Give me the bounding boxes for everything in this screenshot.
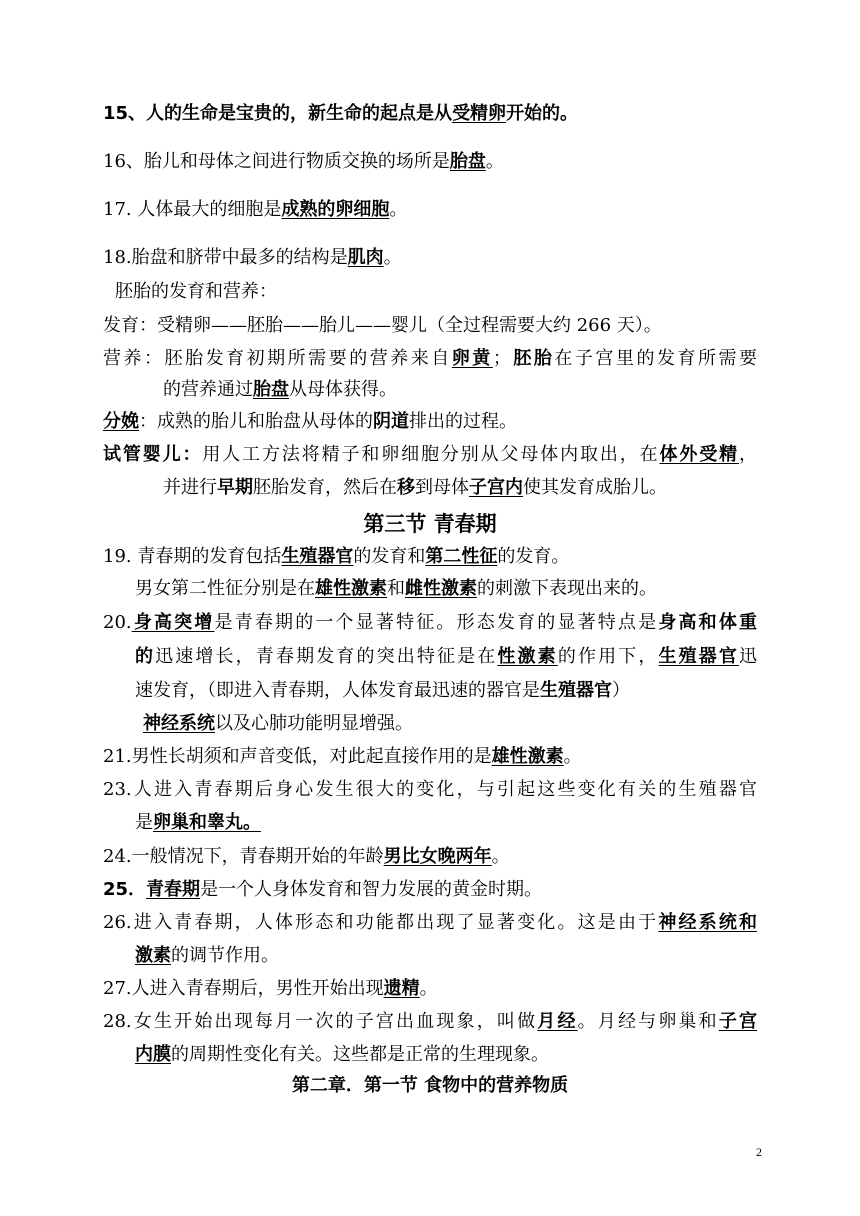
nutrition-line-1: 营养：胚胎发育初期所需要的营养来自卵黄；胚胎在子宫里的发育所需要: [103, 348, 758, 369]
section-heading: 第三节 青春期: [363, 512, 497, 536]
item-26-line-2: 激素的调节作用。: [135, 945, 279, 966]
item-15: 15、人的生命是宝贵的，新生命的起点是从受精卵开始的。: [103, 103, 579, 124]
item-20-line-2: 的迅速增长，青春期发育的突出特征是在性激素的作用下，生殖器官迅: [135, 646, 758, 667]
nutrition-line-2: 的营养通过胎盘从母体获得。: [163, 379, 397, 400]
embryo-title: 胚胎的发育和营养：: [115, 281, 277, 302]
item-25: 25．青春期是一个人身体发育和智力发展的黄金时期。: [103, 879, 543, 900]
item-19: 19. 青春期的发育包括生殖器官的发育和第二性征的发育。: [103, 546, 570, 567]
development-line: 发育：受精卵——胚胎——胎儿——婴儿（全过程需要大约 266 天）。: [103, 315, 662, 336]
item-18: 18.胎盘和脐带中最多的结构是肌肉。: [103, 247, 402, 268]
birth-line: 分娩：成熟的胎儿和胎盘从母体的阴道排出的过程。: [103, 411, 517, 432]
page-number: 2: [756, 1145, 762, 1159]
ivf-line-1: 试管婴儿：用人工方法将精子和卵细胞分别从父母体内取出，在体外受精，: [103, 444, 757, 465]
item-28-line-1: 28.女生开始出现每月一次的子宫出血现象，叫做月经。月经与卵巢和子宫: [103, 1011, 758, 1032]
chapter-heading: 第二章．第一节 食物中的营养物质: [291, 1075, 569, 1096]
item-20-line-3: 速发育，（即进入青春期，人体发育最迅速的器官是生殖器官）: [135, 680, 630, 701]
item-17: 17. 人体最大的细胞是成熟的卵细胞。: [103, 199, 408, 220]
item-27: 27.人进入青春期后，男性开始出现遗精。: [103, 978, 438, 999]
item-16: 16、胎儿和母体之间进行物质交换的场所是胎盘。: [103, 151, 504, 172]
item-19-sub: 男女第二性征分别是在雄性激素和雌性激素的刺激下表现出来的。: [135, 578, 657, 599]
item-24: 24.一般情况下，青春期开始的年龄男比女晚两年。: [103, 846, 510, 867]
item-20-line-4: 神经系统以及心肺功能明显增强。: [143, 713, 413, 734]
ivf-line-2: 并进行早期胚胎发育，然后在移到母体子宫内使其发育成胎儿。: [163, 477, 667, 498]
item-26-line-1: 26.进入青春期，人体形态和功能都出现了显著变化。这是由于神经系统和: [103, 912, 758, 933]
item-23-line-1: 23.人进入青春期后身心发生很大的变化，与引起这些变化有关的生殖器官: [103, 779, 757, 800]
item-28-line-2: 内膜的周期性变化有关。这些都是正常的生理现象。: [135, 1044, 549, 1065]
item-21: 21.男性长胡须和声音变低，对此起直接作用的是雄性激素。: [103, 746, 582, 767]
item-23-line-2: 是卵巢和睾丸。: [135, 812, 261, 833]
item-20-line-1: 20.身高突增是青春期的一个显著特征。形态发育的显著特点是身高和体重: [103, 612, 758, 633]
